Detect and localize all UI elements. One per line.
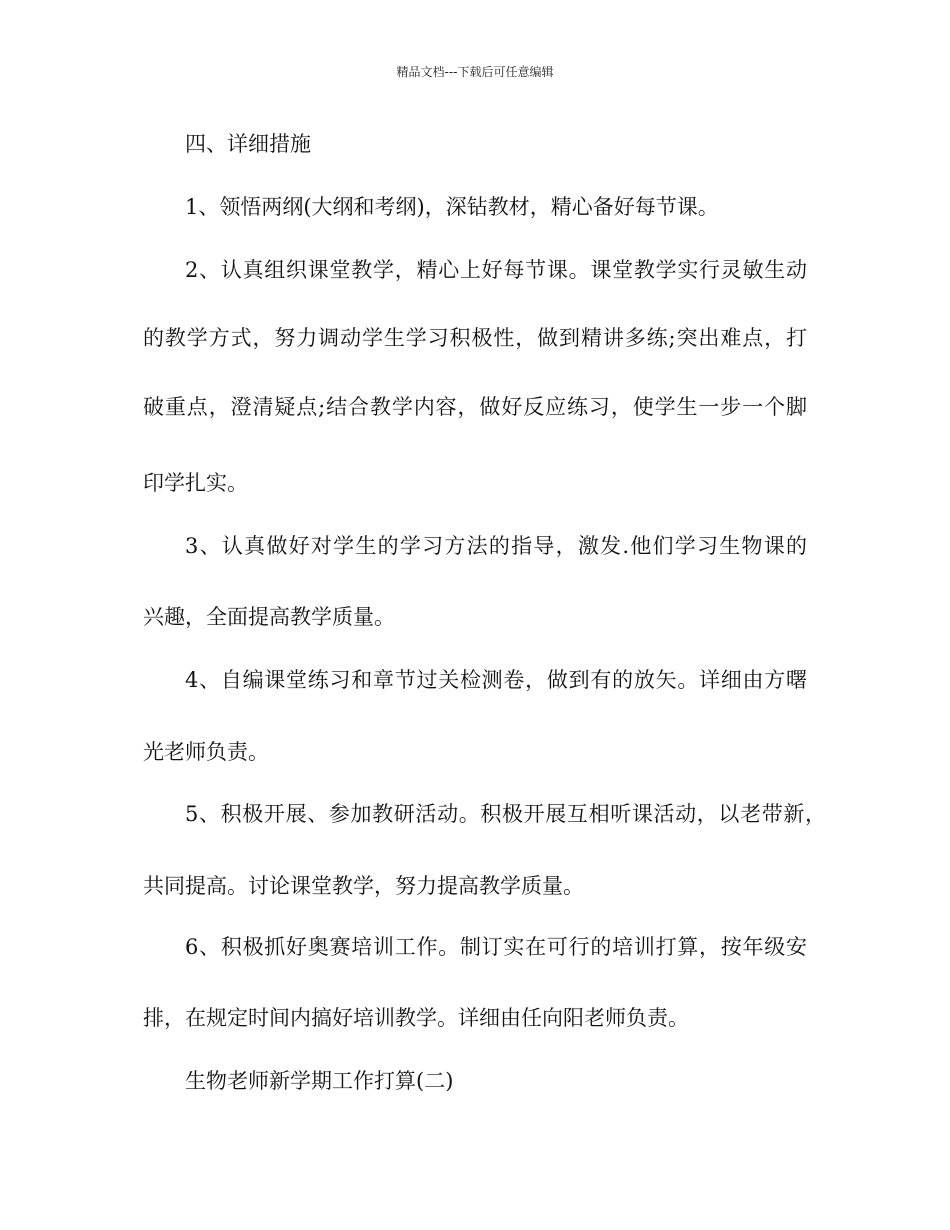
paragraph-line: 共同提高。讨论课堂教学，努力提高教学质量。	[143, 874, 584, 898]
paragraph-line: 1、领悟两纲(大纲和考纲)，深钻教材，精心备好每节课。	[185, 195, 719, 219]
section-heading: 四、详细措施	[185, 132, 311, 156]
paragraph-line: 破重点，澄清疑点;结合教学内容，做好反应练习，使学生一步一个脚	[143, 395, 807, 419]
paragraph-line: 2、认真组织课堂教学，精心上好每节课。课堂教学实行灵敏生动	[185, 258, 807, 282]
paragraph-line: 5、积极开展、参加教研活动。积极开展互相听课活动，以老带新，	[185, 802, 826, 826]
paragraph-line: 的教学方式，努力调动学生学习积极性，做到精讲多练;突出难点，打	[143, 326, 807, 350]
page-header: 精品文档---下载后可任意编辑	[396, 65, 554, 79]
section-title: 生物老师新学期工作打算(二)	[185, 1069, 454, 1093]
paragraph-line: 兴趣，全面提高教学质量。	[143, 605, 395, 629]
paragraph-line: 印学扎实。	[143, 471, 248, 495]
paragraph-line: 排，在规定时间内搞好培训教学。详细由任向阳老师负责。	[143, 1006, 689, 1030]
paragraph-line: 4、自编课堂练习和章节过关检测卷，做到有的放矢。详细由方曙	[185, 668, 807, 692]
paragraph-line: 光老师负责。	[143, 740, 269, 764]
paragraph-line: 3、认真做好对学生的学习方法的指导，激发.他们学习生物课的	[185, 534, 807, 558]
paragraph-line: 6、积极抓好奥赛培训工作。制订实在可行的培训打算，按年级安	[185, 935, 807, 959]
